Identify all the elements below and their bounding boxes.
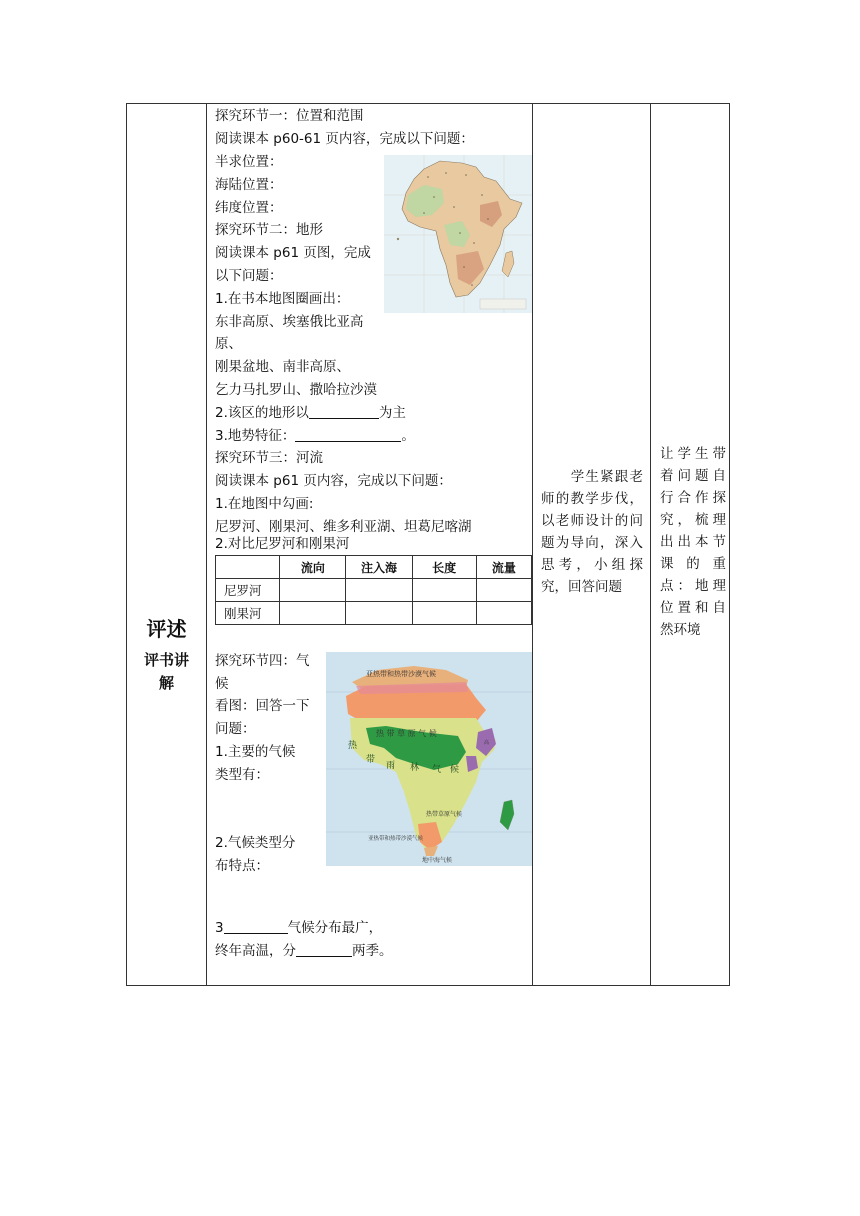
climate-label-rainforest: 雨 [386, 761, 396, 771]
column-divider [532, 103, 533, 986]
fill-suffix: 。 [401, 428, 415, 444]
row-header-subtitle-line: 解 [158, 674, 174, 692]
design-intent-cell [660, 443, 726, 641]
student-activity-cell [541, 466, 643, 598]
table-header-cell [216, 556, 280, 579]
river-comparison-table [215, 555, 532, 625]
fill-prefix: 2.该区的地形以 [215, 405, 309, 421]
row-header-subtitle [137, 649, 196, 695]
africa-climate-map [326, 652, 532, 866]
table-cell[interactable] [280, 602, 346, 625]
row-header-title: 评述 [146, 617, 187, 641]
climate-label-rainforest: 热 [348, 741, 358, 751]
fill-suffix: 气候分布最广， [287, 920, 383, 936]
row-header-subtitle-line: 评书讲 [143, 651, 189, 669]
climate-label-rainforest: 气 [432, 765, 442, 775]
section3-heading: 探究环节三：河流 [215, 450, 323, 466]
section2-task: 1.在书本地图圈画出： [215, 291, 350, 307]
table-cell[interactable] [412, 602, 476, 625]
section3-instruction: 阅读课本 p61 页内容，完成以下问题： [215, 473, 452, 489]
answer-blank[interactable] [295, 427, 401, 442]
section3-task: 2.对比尼罗河和刚果河 [215, 536, 350, 552]
section2-task: 东非高原、埃塞俄比亚高 [215, 314, 364, 330]
section2-heading: 探究环节二：地形 [215, 222, 323, 238]
climate-label-rainforest: 林 [410, 763, 420, 773]
section1-question: 纬度位置： [215, 200, 283, 216]
table-row [216, 602, 532, 625]
africa-physical-map [384, 155, 532, 313]
section4-heading: 探究环节四：气 [215, 653, 310, 669]
fill-prefix: 终年高温，分 [215, 943, 296, 959]
section3-task: 1.在地图中勾画: [215, 496, 314, 512]
section4-heading: 候 [215, 676, 229, 692]
table-row-label: 刚果河 [216, 602, 280, 625]
section1-heading: 探究环节一：位置和范围 [215, 108, 364, 124]
row-header-cell [127, 103, 206, 986]
column-divider [650, 103, 651, 986]
island-dot [397, 238, 399, 240]
section1-question: 半求位置： [215, 154, 283, 170]
fill-suffix: 两季。 [352, 943, 393, 959]
section4-task-fill [215, 918, 382, 938]
section4-instruction: 问题： [215, 721, 256, 737]
answer-blank[interactable] [296, 942, 352, 957]
table-row-label: 尼罗河 [216, 579, 280, 602]
climate-label-desert-south: 亚热带和热带沙漠气候 [368, 836, 424, 842]
design-intent-text: 让学生带着问题自行合作探究，梳理出出本节课的重点：地理位置和自然环境 [660, 446, 726, 638]
section4-instruction: 看图：回答一下 [215, 698, 310, 714]
section4-task: 2.气候类型分 [215, 835, 296, 851]
climate-label-rainforest: 带 [366, 755, 376, 765]
section2-task-fill [215, 426, 415, 446]
table-header-cell: 流向 [280, 556, 346, 579]
climate-label-savanna: 热 带 草 原 气 候 [376, 729, 437, 738]
table-cell[interactable] [476, 579, 531, 602]
section2-task-fill [215, 403, 406, 423]
map-legend [480, 299, 526, 309]
section1-instruction: 阅读课本 p60-61 页内容，完成以下问题： [215, 131, 474, 147]
table-cell[interactable] [280, 579, 346, 602]
section2-task: 刚果盆地、南非高原、 [215, 359, 350, 375]
section2-task: 原、 [215, 336, 242, 352]
column-divider [206, 103, 207, 986]
table-header-row [216, 556, 532, 579]
table-header-cell: 长度 [412, 556, 476, 579]
section3-task: 尼罗河、刚果河、维多利亚湖、坦葛尼喀湖 [215, 519, 472, 535]
climate-label-rainforest: 候 [450, 765, 460, 775]
table-row [216, 579, 532, 602]
section4-task: 类型有： [215, 767, 269, 783]
climate-label-highland: 高 [484, 740, 490, 746]
climate-label-top: 亚热带和热带沙漠气候 [366, 670, 436, 678]
section1-question: 海陆位置： [215, 177, 283, 193]
answer-blank[interactable] [309, 404, 379, 419]
section2-task: 乞力马扎罗山、撒哈拉沙漠 [215, 382, 377, 398]
section2-instruction: 以下问题： [215, 268, 283, 284]
fill-prefix: 3.地势特征： [215, 428, 296, 444]
section4-task: 布特点： [215, 858, 269, 874]
table-cell[interactable] [346, 579, 412, 602]
climate-label-mediterranean: 地中海气候 [422, 857, 453, 864]
table-cell[interactable] [476, 602, 531, 625]
student-activity-text: 学生紧跟老师的教学步伐，以老师设计的问题为导向，深入思考，小组探究，回答问题 [541, 469, 643, 595]
section4-task: 1.主要的气候 [215, 744, 296, 760]
fill-prefix: 3 [215, 920, 224, 936]
answer-blank[interactable] [224, 919, 288, 934]
table-header-cell: 流量 [476, 556, 531, 579]
table-cell[interactable] [346, 602, 412, 625]
climate-label-savanna: 热带草原气候 [426, 811, 463, 818]
fill-suffix: 为主 [378, 405, 406, 421]
table-cell[interactable] [412, 579, 476, 602]
section4-task-fill [215, 941, 393, 961]
section2-instruction: 阅读课本 p61 页图，完成 [215, 245, 371, 261]
table-header-cell: 注入海 [346, 556, 412, 579]
